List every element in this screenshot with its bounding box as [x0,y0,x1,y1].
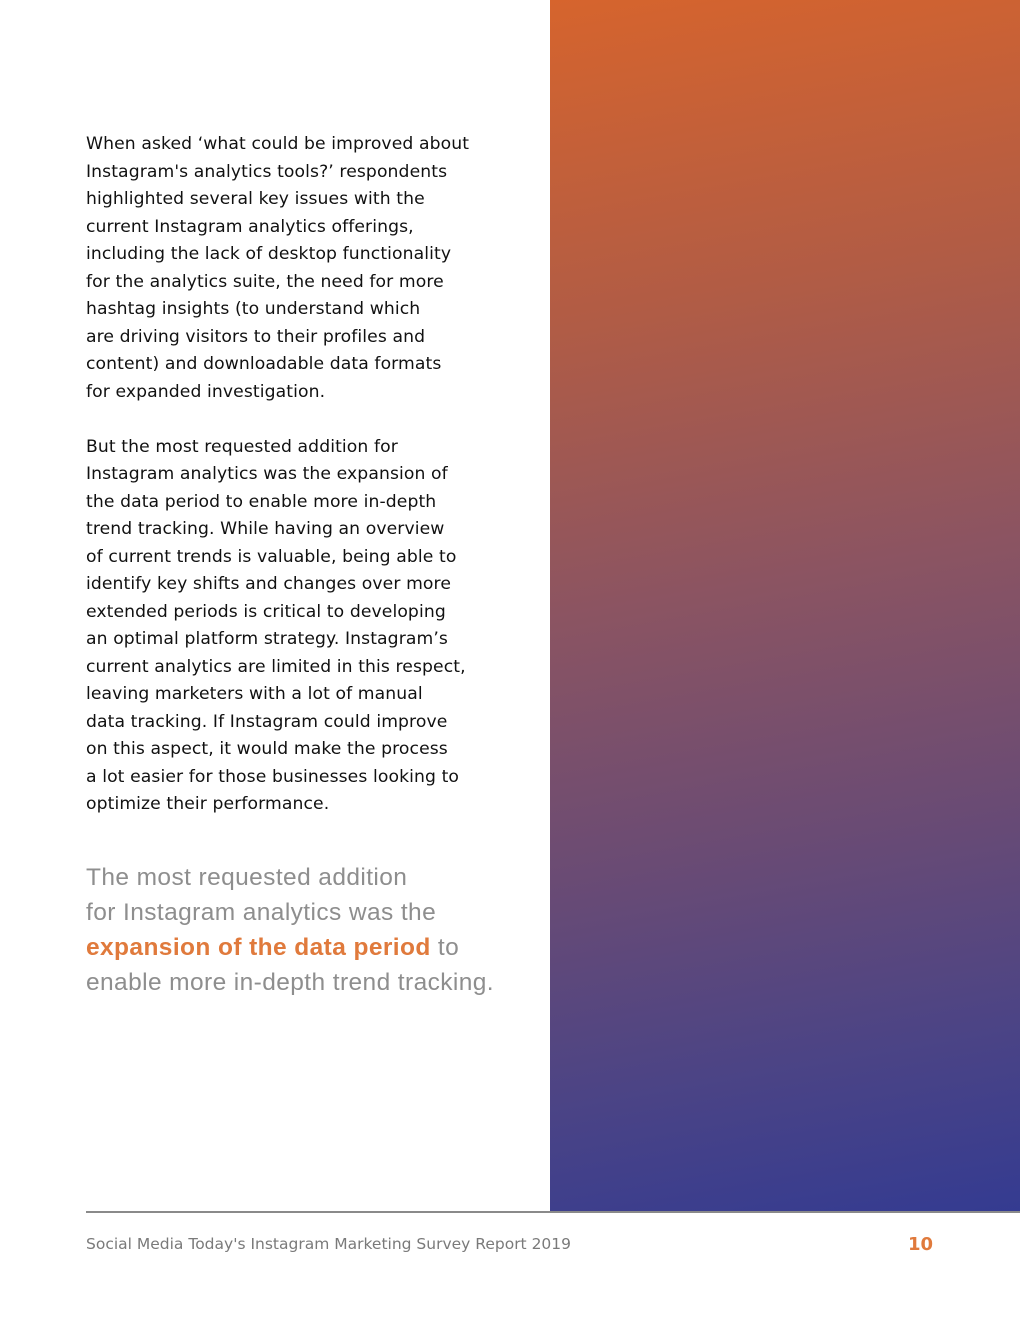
page-number: 10 [908,1234,934,1255]
text-line: content) and downloadable data formats [86,354,442,374]
footer-divider [86,1211,1020,1213]
pull-quote-line: enable more in-depth trend tracking. [86,969,494,996]
paragraph-1 [86,131,506,406]
text-line: leaving marketers with a lot of manual [86,684,423,704]
decorative-gradient-panel [550,0,1020,1212]
text-line: are driving visitors to their profiles and [86,326,426,347]
text-line: for the analytics suite, the need for more [86,271,444,292]
text-line: trend tracking. While having an overview [86,519,445,539]
text-line: hashtag insights (to understand which [86,299,421,319]
text-line: When asked ‘what could be improved about [86,134,470,154]
text-line: highlighted several key issues with the [86,189,425,209]
text-line: for expanded investigation. [86,381,326,402]
text-line: of current trends is valuable, being able to [86,546,457,567]
text-line: But the most requested addition for [86,436,398,457]
text-line: Instagram analytics was the expansion of [86,464,448,484]
text-line: a lot easier for those businesses looking to [86,766,460,787]
text-line: current Instagram analytics offerings, [86,216,414,237]
article-body [86,131,506,846]
footer-report-title: Social Media Today's Instagram Marketing Survey Report 2019 [86,1235,572,1253]
text-line: Instagram's analytics tools?’ respondents [86,161,448,182]
paragraph-2 [86,434,506,819]
text-line: the data period to enable more in-depth [86,491,437,512]
pull-quote [86,860,526,1000]
text-line: data tracking. If Instagram could improve [86,711,448,732]
text-line: optimize their performance. [86,794,330,814]
pull-quote-line: for Instagram analytics was the [86,899,437,926]
text-line: current analytics are limited in this respect, [86,656,466,677]
pull-quote-highlight: expansion of the data period [86,934,431,961]
text-line: an optimal platform strategy. Instagram’s [86,629,448,649]
text-line: on this aspect, it would make the process [86,739,448,759]
text-line: identify key shifts and changes over more [86,574,452,594]
text-line: including the lack of desktop functionality [86,244,452,264]
pull-quote-line [86,930,526,965]
pull-quote-line: The most requested addition [86,864,408,891]
pull-quote-line-rest: to [430,934,460,961]
text-line: extended periods is critical to developing [86,601,446,622]
